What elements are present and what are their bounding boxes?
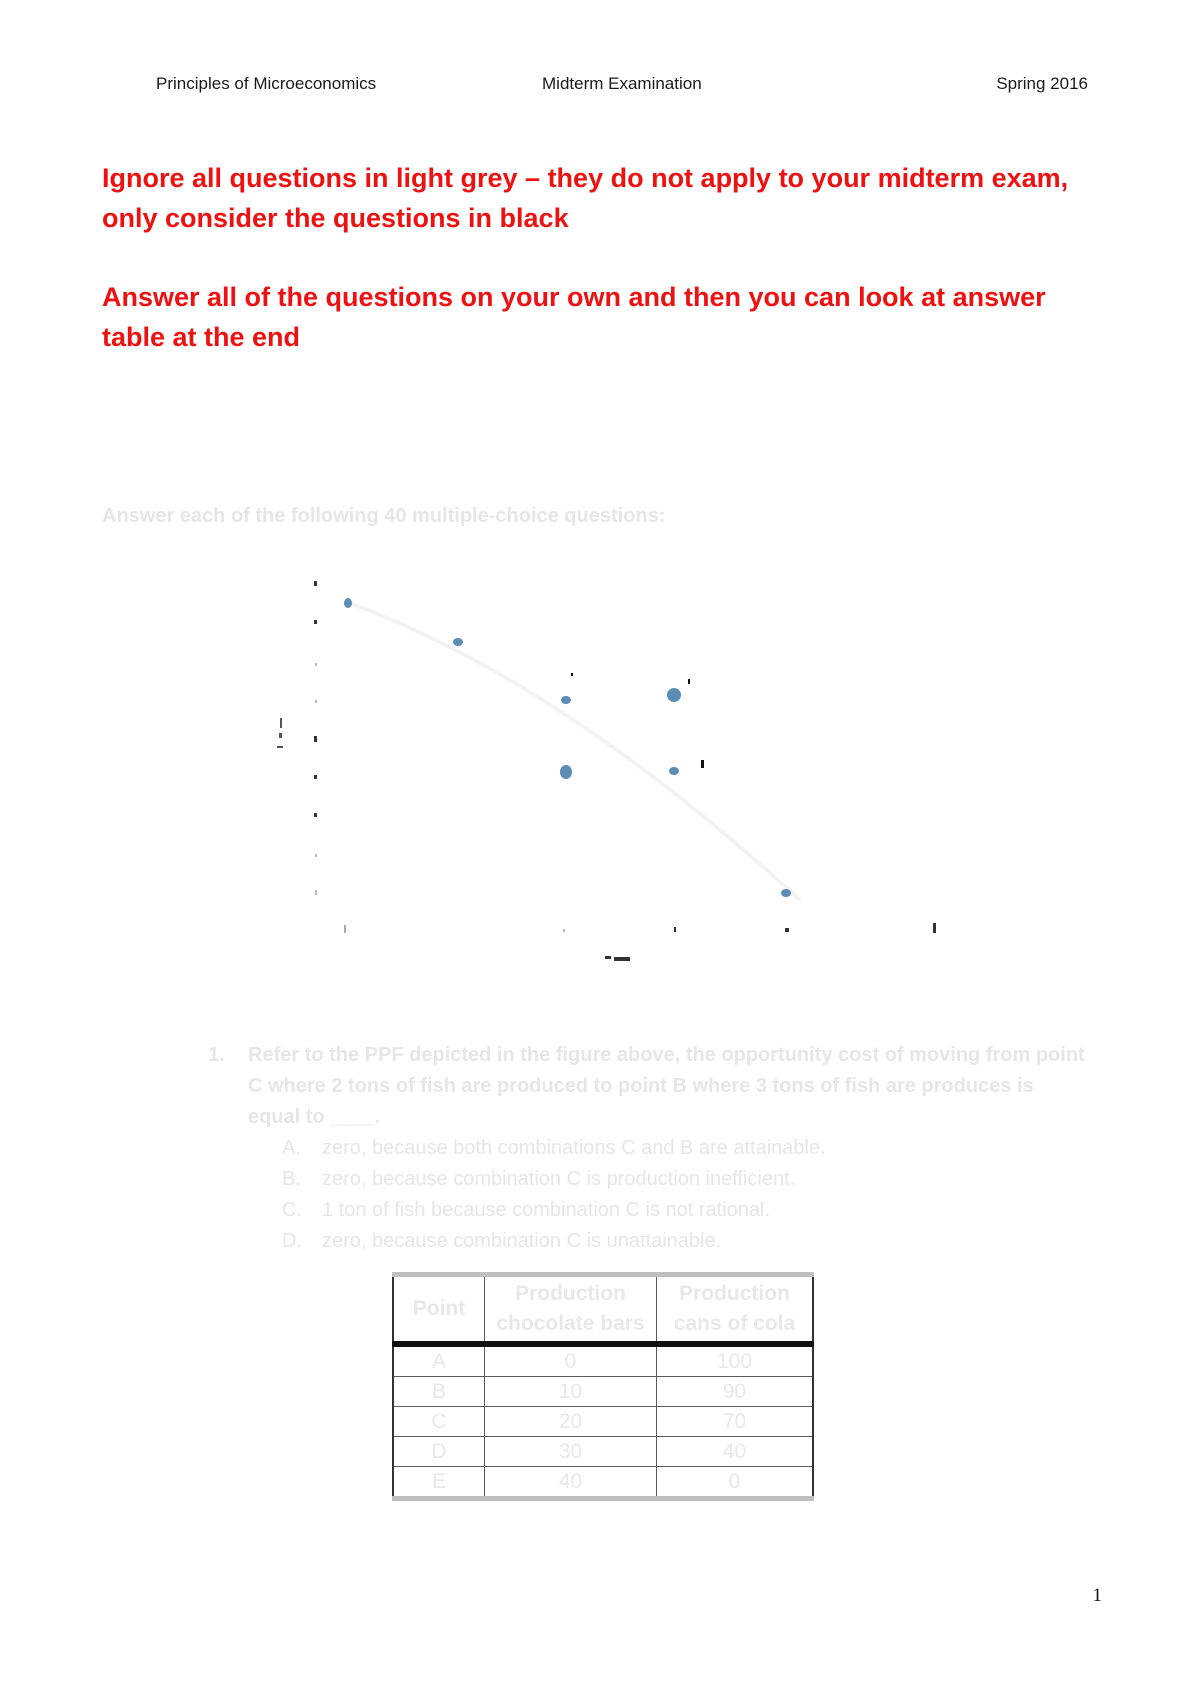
cell-point: C bbox=[393, 1407, 485, 1437]
option-text: zero, because both combinations C and B are attainable. bbox=[322, 1137, 826, 1159]
question-number: 1. bbox=[208, 1044, 225, 1066]
cell-chocolate: 0 bbox=[485, 1344, 657, 1377]
cell-chocolate: 30 bbox=[485, 1437, 657, 1467]
page-number: 1 bbox=[1092, 1585, 1102, 1606]
y-axis-ticks bbox=[314, 581, 317, 895]
ppf-point bbox=[781, 889, 791, 897]
notice-answer-table: Answer all of the questions on your own and then you can look at answer table at the end bbox=[102, 282, 1046, 352]
option-a bbox=[282, 1133, 1108, 1164]
header-course: Principles of Microeconomics bbox=[156, 74, 377, 93]
cell-point: D bbox=[393, 1437, 485, 1467]
cell-cola: 40 bbox=[657, 1437, 814, 1467]
ppf-point bbox=[560, 765, 572, 779]
table-row bbox=[393, 1467, 813, 1499]
cell-point: E bbox=[393, 1467, 485, 1499]
table-row bbox=[393, 1377, 813, 1407]
ppf-point bbox=[561, 696, 571, 704]
option-text: zero, because combination C is production inefficient. bbox=[322, 1168, 796, 1190]
table-header-row bbox=[393, 1275, 813, 1345]
y-axis-label bbox=[277, 718, 283, 748]
option-letter: A. bbox=[282, 1137, 301, 1159]
header-term: Spring 2016 bbox=[996, 74, 1088, 93]
table-row bbox=[393, 1344, 813, 1377]
cell-chocolate: 40 bbox=[485, 1467, 657, 1499]
x-axis-ticks bbox=[344, 923, 936, 933]
cell-cola: 90 bbox=[657, 1377, 814, 1407]
table-row bbox=[393, 1437, 813, 1467]
option-text: 1 ton of fish because combination C is not rational. bbox=[322, 1199, 771, 1221]
table-row bbox=[393, 1407, 813, 1437]
cell-cola: 0 bbox=[657, 1467, 814, 1499]
point-label-marks bbox=[571, 673, 704, 768]
column-header-cola: Production cans of cola bbox=[657, 1275, 814, 1345]
cell-cola: 70 bbox=[657, 1407, 814, 1437]
production-table bbox=[392, 1272, 814, 1501]
option-c bbox=[282, 1195, 1108, 1226]
ppf-point bbox=[453, 638, 463, 646]
ppf-curve bbox=[347, 602, 800, 900]
question-text: Refer to the PPF depicted in the figure above, the opportunity cost of moving from point C where 2 tons of fish are produced to point B where 3 tons of fish are produces is equal to ____. bbox=[248, 1044, 1085, 1128]
instructions: Answer each of the following 40 multiple-choice questions: bbox=[102, 505, 666, 527]
ppf-point bbox=[667, 688, 681, 702]
cell-cola: 100 bbox=[657, 1344, 814, 1377]
question-1 bbox=[208, 1040, 1108, 1257]
option-letter: D. bbox=[282, 1230, 302, 1252]
ppf-point bbox=[344, 598, 352, 608]
cell-point: B bbox=[393, 1377, 485, 1407]
header-exam: Midterm Examination bbox=[542, 74, 702, 93]
question-1-stem bbox=[208, 1040, 1108, 1133]
ppf-figure bbox=[260, 560, 980, 980]
column-header-chocolate: Production chocolate bars bbox=[485, 1275, 657, 1345]
column-header-point: Point bbox=[393, 1275, 485, 1345]
option-b bbox=[282, 1164, 1108, 1195]
answer-options bbox=[208, 1133, 1108, 1257]
cell-chocolate: 10 bbox=[485, 1377, 657, 1407]
notice-ignore-grey: Ignore all questions in light grey – they do not apply to your midterm exam, only consider the questions in black bbox=[102, 163, 1069, 233]
cell-point: A bbox=[393, 1344, 485, 1377]
ppf-points bbox=[344, 598, 791, 897]
option-text: zero, because combination C is unattainable. bbox=[322, 1230, 722, 1252]
option-letter: B. bbox=[282, 1168, 301, 1190]
production-table-wrapper bbox=[392, 1272, 814, 1501]
option-letter: C. bbox=[282, 1199, 302, 1221]
x-axis-label bbox=[605, 956, 630, 961]
cell-chocolate: 20 bbox=[485, 1407, 657, 1437]
ppf-point bbox=[669, 767, 679, 775]
option-d bbox=[282, 1226, 1108, 1257]
ppf-figure-graphic bbox=[260, 560, 980, 980]
